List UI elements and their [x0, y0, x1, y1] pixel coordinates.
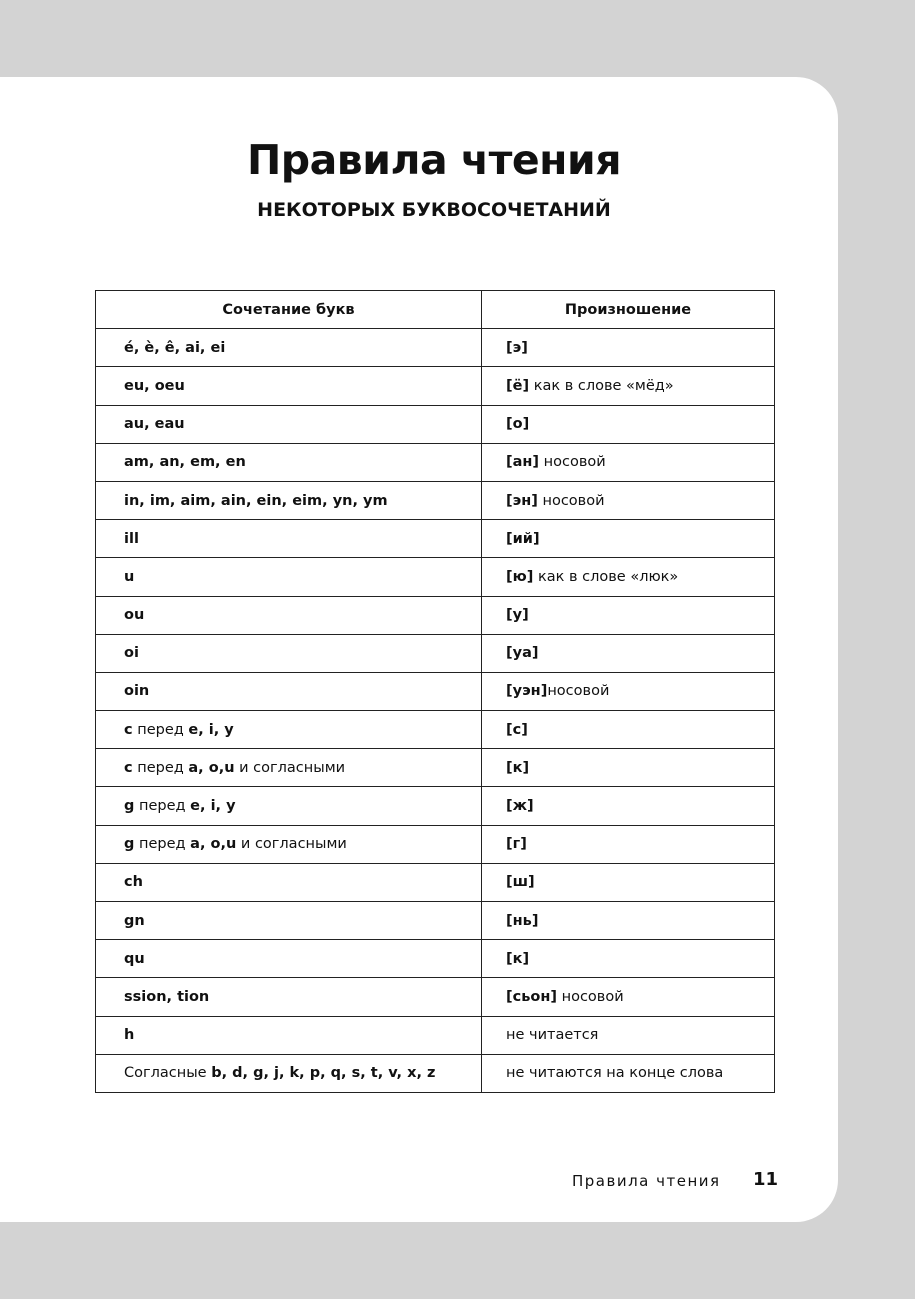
bold-text: [ж]: [506, 798, 534, 815]
bold-text: ou: [124, 607, 145, 624]
letter-combination-cell: [96, 634, 482, 672]
table-row: [96, 481, 775, 519]
pronunciation-cell: [482, 443, 775, 481]
pronunciation-cell: [482, 367, 775, 405]
letter-combination-cell: [96, 367, 482, 405]
bold-text: [уэн]: [506, 683, 548, 700]
table-row: [96, 1016, 775, 1054]
letter-combination-cell: [96, 863, 482, 901]
bold-text: ch: [124, 874, 143, 891]
bold-text: [с]: [506, 721, 528, 738]
bold-text: a, o,u: [190, 836, 237, 853]
bold-text: [сьон]: [506, 988, 557, 1005]
bold-text: [ий]: [506, 530, 540, 547]
bold-text: e, i, y: [190, 798, 236, 815]
text: не читается: [506, 1027, 599, 1044]
bold-text: [ан]: [506, 454, 540, 471]
pronunciation-cell: [482, 558, 775, 596]
table-row: [96, 1054, 775, 1092]
bold-text: oi: [124, 645, 139, 662]
bold-text: [ю]: [506, 568, 534, 585]
letter-combination-cell: [96, 481, 482, 519]
table-row: [96, 405, 775, 443]
bold-text: é, è, ê, ai, ei: [124, 339, 226, 356]
table-row: [96, 978, 775, 1016]
pronunciation-cell: [482, 787, 775, 825]
letter-combination-cell: [96, 520, 482, 558]
header-pronunciation: Произношение: [482, 291, 775, 329]
table-header-row: [96, 291, 775, 329]
letter-combination-cell: [96, 329, 482, 367]
pronunciation-cell: [482, 672, 775, 710]
letter-combination-cell: [96, 405, 482, 443]
text: носовой: [557, 988, 624, 1005]
bold-text: [г]: [506, 836, 527, 853]
pronunciation-cell: [482, 405, 775, 443]
bold-text: qu: [124, 950, 145, 967]
letter-combination-cell: [96, 978, 482, 1016]
table-row: [96, 443, 775, 481]
letter-combination-cell: [96, 902, 482, 940]
bold-text: am, an, em, en: [124, 454, 246, 471]
table-row: [96, 711, 775, 749]
bold-text: gn: [124, 912, 145, 929]
table-row: [96, 329, 775, 367]
text: перед: [134, 836, 191, 853]
letter-combination-cell: [96, 1016, 482, 1054]
bold-text: au, eau: [124, 416, 185, 433]
table-row: [96, 749, 775, 787]
table-row: [96, 558, 775, 596]
bold-text: c: [124, 721, 133, 738]
text: как в слове «люк»: [533, 568, 679, 585]
bold-text: g: [124, 798, 135, 815]
bold-text: e, i, y: [188, 721, 234, 738]
letter-combination-cell: [96, 672, 482, 710]
text: и согласными: [234, 759, 346, 776]
pronunciation-cell: [482, 978, 775, 1016]
table-row: [96, 940, 775, 978]
reading-rules-table: [95, 290, 775, 1093]
pronunciation-cell: [482, 940, 775, 978]
text: как в слове «мёд»: [529, 377, 674, 394]
bold-text: [нь]: [506, 912, 539, 929]
bold-text: [ш]: [506, 874, 535, 891]
table-row: [96, 825, 775, 863]
text: носовой: [539, 454, 606, 471]
pronunciation-cell: [482, 520, 775, 558]
letter-combination-cell: [96, 711, 482, 749]
page-subtitle: НЕКОТОРЫХ БУКВОСОЧЕТАНИЙ: [257, 199, 611, 221]
bold-text: [уа]: [506, 645, 539, 662]
text: и согласными: [236, 836, 347, 853]
table-row: [96, 520, 775, 558]
pronunciation-cell: [482, 329, 775, 367]
pronunciation-cell: [482, 634, 775, 672]
pronunciation-cell: [482, 711, 775, 749]
bold-text: b, d, g, j, k, p, q, s, t, v, x, z: [211, 1065, 436, 1082]
table-row: [96, 672, 775, 710]
table-row: [96, 787, 775, 825]
text: не читаются на конце слова: [506, 1065, 724, 1082]
table-row: [96, 863, 775, 901]
bold-text: a, o,u: [188, 759, 235, 776]
page-title: Правила чтения: [246, 136, 622, 184]
table-row: [96, 902, 775, 940]
letter-combination-cell: [96, 443, 482, 481]
table-row: [96, 367, 775, 405]
letter-combination-cell: [96, 749, 482, 787]
table-row: [96, 596, 775, 634]
bold-text: [у]: [506, 607, 529, 624]
bold-text: u: [124, 568, 135, 585]
pronunciation-cell: [482, 481, 775, 519]
bold-text: c: [124, 759, 133, 776]
page-number: 11: [753, 1169, 779, 1190]
text: носовой: [537, 492, 605, 509]
header-letter-combination: Сочетание букв: [96, 291, 482, 329]
bold-text: [ё]: [506, 377, 530, 394]
bold-text: [к]: [506, 950, 530, 967]
text: носовой: [547, 683, 610, 700]
bold-text: in, im, aim, ain, ein, eim, yn, ym: [124, 492, 388, 509]
text: перед: [132, 759, 189, 776]
text: Согласные: [124, 1065, 212, 1082]
table-row: [96, 634, 775, 672]
letter-combination-cell: [96, 940, 482, 978]
letter-combination-cell: [96, 596, 482, 634]
letter-combination-cell: [96, 558, 482, 596]
bold-text: ill: [124, 530, 139, 547]
bold-text: [к]: [506, 759, 530, 776]
bold-text: [о]: [506, 416, 530, 433]
bold-text: oin: [124, 683, 150, 700]
pronunciation-cell: [482, 1054, 775, 1092]
bold-text: h: [124, 1027, 135, 1044]
pronunciation-cell: [482, 825, 775, 863]
letter-combination-cell: [96, 1054, 482, 1092]
bold-text: eu, oeu: [124, 377, 185, 394]
bold-text: [э]: [506, 339, 528, 356]
pronunciation-cell: [482, 863, 775, 901]
text: перед: [134, 798, 191, 815]
running-footer: Правила чтения: [572, 1172, 721, 1190]
bold-text: g: [124, 836, 135, 853]
pronunciation-cell: [482, 749, 775, 787]
text: перед: [132, 721, 189, 738]
pronunciation-cell: [482, 596, 775, 634]
bold-text: [эн]: [506, 492, 538, 509]
pronunciation-cell: [482, 902, 775, 940]
bold-text: ssion, tion: [124, 988, 210, 1005]
letter-combination-cell: [96, 787, 482, 825]
pronunciation-cell: [482, 1016, 775, 1054]
letter-combination-cell: [96, 825, 482, 863]
